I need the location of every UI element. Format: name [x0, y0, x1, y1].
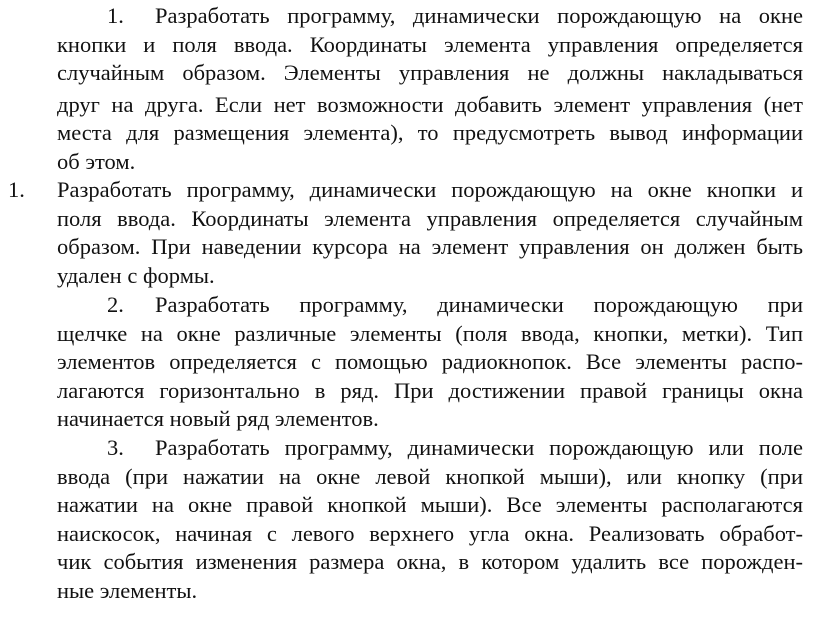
text-line: Разработать программу, динамически порождающую на окне кнопки и	[57, 177, 803, 202]
text-line: ввода (при нажатии на окне левой кнопкой мыши), или кнопку (при	[57, 463, 803, 489]
text-line: нажатии на окне правой кнопкой мыши). Все элементы располагаются	[57, 492, 803, 518]
paragraph-3	[57, 291, 803, 434]
text-line: наискосок, начиная с левого верхнего угла окна. Реализовать обработ-	[57, 520, 803, 546]
paragraph-2	[57, 176, 803, 290]
text-line: случайным образом. Элементы управления не должны накладываться	[57, 60, 803, 86]
text-line: образом. При наведении курсора на элемент управления он должен быть	[57, 234, 803, 260]
text-line: об этом.	[57, 148, 136, 174]
text-line: Разработать программу, динамически порождающую на окне	[155, 3, 803, 28]
text-line: ные элементы.	[57, 577, 198, 603]
text-line: элементов определяется с помощью радиокнопок. Все элементы распо-	[57, 349, 803, 375]
item-number: 3.	[107, 435, 124, 460]
paragraph-1	[57, 2, 803, 177]
text-line: удален с формы.	[57, 262, 215, 288]
paragraph-4	[57, 434, 803, 606]
text-line: начинается новый ряд элементов.	[57, 406, 379, 432]
text-line: поля ввода. Координаты элемента управления определяется случайным	[57, 205, 803, 231]
text-line: лагаются горизонтально в ряд. При достижении правой границы окна	[57, 377, 803, 403]
text-line: щелчке на окне различные элементы (поля ввода, кнопки, метки). Тип	[57, 320, 803, 346]
item-number: 1.	[107, 3, 124, 28]
text-line: Разработать программу, динамически порождающую или поле	[155, 435, 803, 460]
text-line: кнопки и поля ввода. Координаты элемента управления определяется	[57, 31, 803, 57]
text-line: Разработать программу, динамически порождающую при	[155, 292, 803, 317]
text-line: друг на друга. Если нет возможности добавить элемент управления (нет	[57, 91, 803, 117]
text-line: места для размещения элемента), то предусмотреть вывод информации	[57, 120, 803, 146]
item-number: 2.	[107, 292, 124, 317]
item-number: 1.	[8, 177, 25, 202]
text-line: чик события изменения размера окна, в котором удалить все порожден-	[57, 549, 803, 575]
